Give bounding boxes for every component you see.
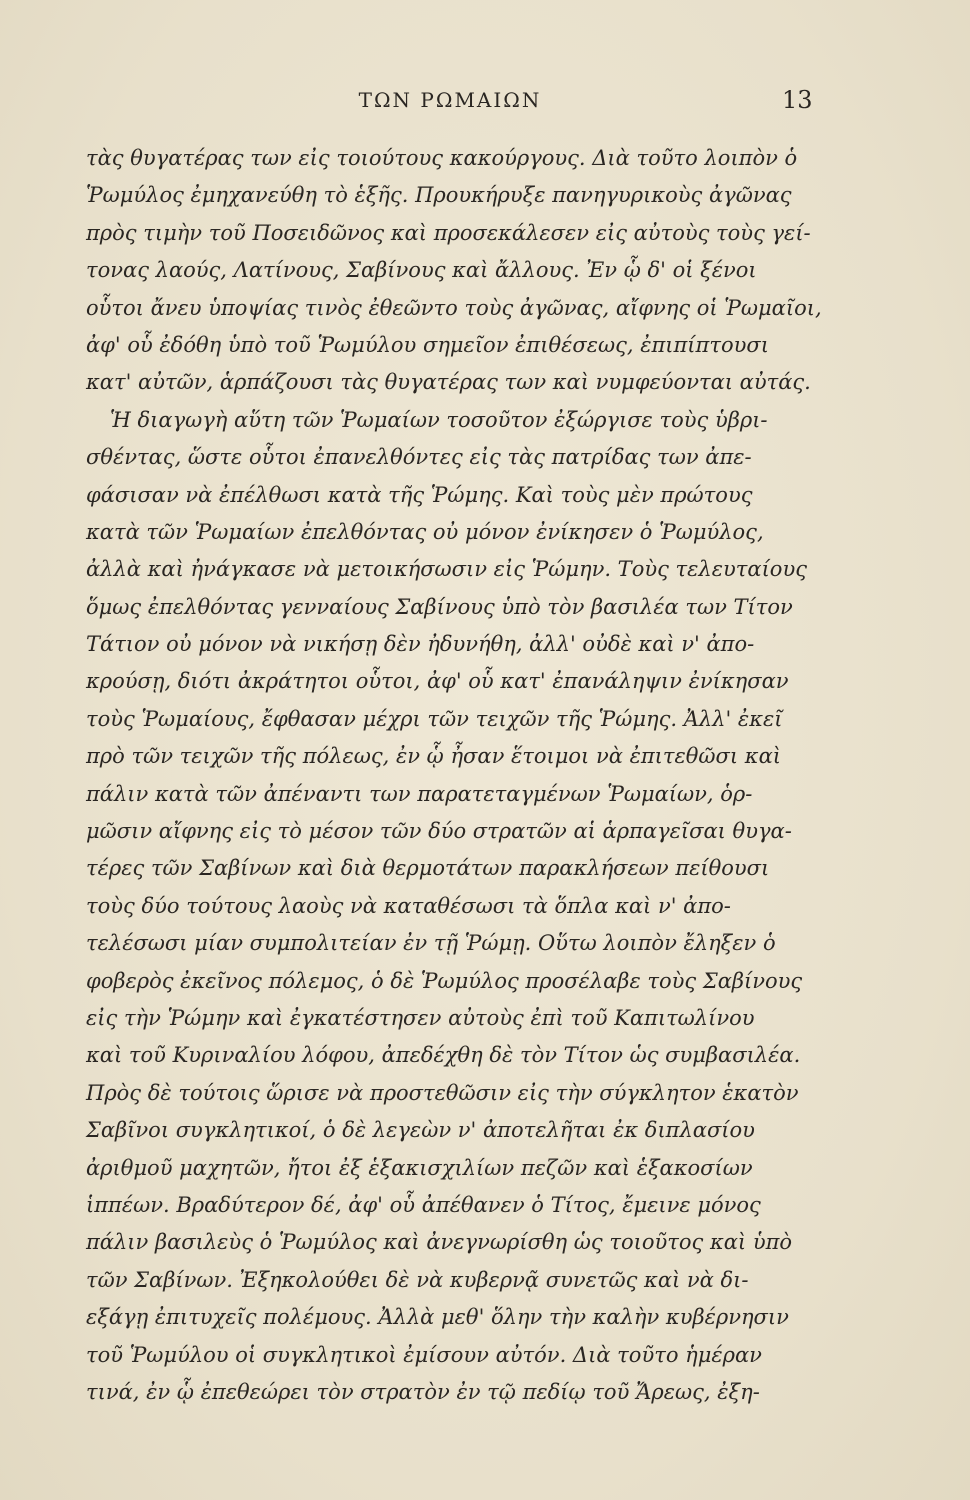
text-line: ὅμως ἐπελθόντας γενναίους Σαβίνους ὑπὸ τὸν βασιλέα των Τίτον (86, 594, 793, 619)
text-line: Τάτιον οὐ μόνον νὰ νικήσῃ δὲν ἠδυνήθη, ἀλλ' οὐδὲ καὶ ν' ἀπο- (86, 632, 755, 657)
text-line: εξάγῃ ἐπιτυχεῖς πολέμους. Ἀλλὰ μεθ' ὅλην τὴν καλὴν κυβέρνησιν (86, 1305, 789, 1330)
text-line: πάλιν κατὰ τῶν ἀπέναντι των παρατεταγμένων Ῥωμαίων, ὁρ- (86, 781, 753, 806)
text-line: ἀριθμοῦ μαχητῶν, ἤτοι ἐξ ἑξακισχιλίων πεζῶν καὶ ἑξακοσίων (86, 1155, 753, 1180)
text-line: τελέσωσι μίαν συμπολιτείαν ἐν τῇ Ῥώμῃ. Οὕτω λοιπὸν ἔληξεν ὁ (86, 931, 776, 956)
text-line: Σαβῖνοι συγκλητικοί, ὁ δὲ λεγεὼν ν' ἀποτελῆται ἐκ διπλασίου (86, 1118, 755, 1143)
text-line: ἱππέων. Βραδύτερον δέ, ἀφ' οὗ ἀπέθανεν ὁ Τίτος, ἔμεινε μόνος (86, 1192, 761, 1217)
text-line: πάλιν βασιλεὺς ὁ Ῥωμύλος καὶ ἀνεγνωρίσθη ὡς τοιοῦτος καὶ ὑπὸ (86, 1230, 793, 1255)
text-line: φοβερὸς ἐκεῖνος πόλεμος, ὁ δὲ Ῥωμύλος προσέλαβε τοὺς Σαβίνους (86, 968, 803, 993)
body-text (86, 140, 846, 1411)
text-line: τοῦ Ῥωμύλου οἱ συγκλητικοὶ ἐμίσουν αὐτόν. Διὰ τοῦτο ἡμέραν (86, 1342, 762, 1367)
text-line: κρούσῃ, διότι ἀκράτητοι οὗτοι, ἀφ' οὗ κατ' ἐπανάληψιν ἐνίκησαν (86, 669, 789, 694)
text-line: τοὺς Ῥωμαίους, ἔφθασαν μέχρι τῶν τειχῶν τῆς Ῥώμης. Ἀλλ' ἐκεῖ (86, 706, 783, 731)
text-line: μῶσιν αἴφνης εἰς τὸ μέσον τῶν δύο στρατῶν αἱ ἁρπαγεῖσαι θυγα- (86, 819, 792, 844)
text-line: τινά, ἐν ᾧ ἐπεθεώρει τὸν στρατὸν ἐν τῷ πεδίῳ τοῦ Ἄρεως, ἐξη- (86, 1379, 760, 1404)
running-head (0, 88, 970, 118)
text-line: καὶ τοῦ Κυριναλίου λόφου, ἀπεδέχθη δὲ τὸν Τίτον ὡς συμβασιλέα. (86, 1043, 801, 1068)
text-line: πρὸ τῶν τειχῶν τῆς πόλεως, ἐν ᾧ ἦσαν ἕτοιμοι νὰ ἐπιτεθῶσι καὶ (86, 744, 781, 769)
text-line: Πρὸς δὲ τούτοις ὥρισε νὰ προστεθῶσιν εἰς τὴν σύγκλητον ἑκατὸν (86, 1080, 799, 1105)
text-line: τὰς θυγατέρας των εἰς τοιούτους κακούργους. Διὰ τοῦτο λοιπὸν ὁ (86, 146, 798, 170)
text-line: ἀφ' οὗ ἐδόθη ὑπὸ τοῦ Ῥωμύλου σημεῖον ἐπιθέσεως, ἐπιπίπτουσι (86, 332, 769, 357)
text-line: τονας λαούς, Λατίνους, Σαβίνους καὶ ἄλλους. Ἐν ᾧ δ' οἱ ξένοι (86, 258, 757, 283)
paragraph-start-line: Ἡ διαγωγὴ αὕτη τῶν Ῥωμαίων τοσοῦτον ἐξώργισε τοὺς ὑβρι- (110, 407, 768, 432)
text-line: τέρες τῶν Σαβίνων καὶ διὰ θερμοτάτων παρακλήσεων πείθουσι (86, 856, 770, 881)
running-title: ΤΩΝ ΡΩΜΑΙΩΝ (358, 88, 542, 112)
text-line: τοὺς δύο τούτους λαοὺς νὰ καταθέσωσι τὰ ὅπλα καὶ ν' ἀπο- (86, 893, 731, 918)
text-line: Ῥωμύλος ἐμηχανεύθη τὸ ἑξῆς. Προυκήρυξε πανηγυρικοὺς ἀγῶνας (86, 183, 792, 208)
text-line: τῶν Σαβίνων. Ἐξηκολούθει δὲ νὰ κυβερνᾷ συνετῶς καὶ νὰ δι- (86, 1267, 749, 1292)
text-line: ἀλλὰ καὶ ἠνάγκασε νὰ μετοικήσωσιν εἰς Ῥώμην. Τοὺς τελευταίους (86, 557, 807, 582)
text-line: εἰς τὴν Ῥώμην καὶ ἐγκατέστησεν αὐτοὺς ἐπὶ τοῦ Καπιτωλίνου (86, 1005, 755, 1030)
page-number: 13 (782, 86, 813, 114)
text-line: κατὰ τῶν Ῥωμαίων ἐπελθόντας οὐ μόνον ἐνίκησεν ὁ Ῥωμύλος, (86, 519, 764, 544)
text-line: φάσισαν νὰ ἐπέλθωσι κατὰ τῆς Ῥώμης. Καὶ τοὺς μὲν πρώτους (86, 482, 753, 507)
text-line: οὗτοι ἄνευ ὑποψίας τινὸς ἐθεῶντο τοὺς ἀγῶνας, αἴφνης οἱ Ῥωμαῖοι, (86, 295, 822, 320)
text-line: κατ' αὐτῶν, ἁρπάζουσι τὰς θυγατέρας των καὶ νυμφεύονται αὐτάς. (86, 370, 811, 395)
text-line: πρὸς τιμὴν τοῦ Ποσειδῶνος καὶ προσεκάλεσεν εἰς αὐτοὺς τοὺς γεί- (86, 220, 811, 245)
text-line: σθέντας, ὥστε οὗτοι ἐπανελθόντες εἰς τὰς πατρίδας των ἀπε- (86, 445, 752, 470)
